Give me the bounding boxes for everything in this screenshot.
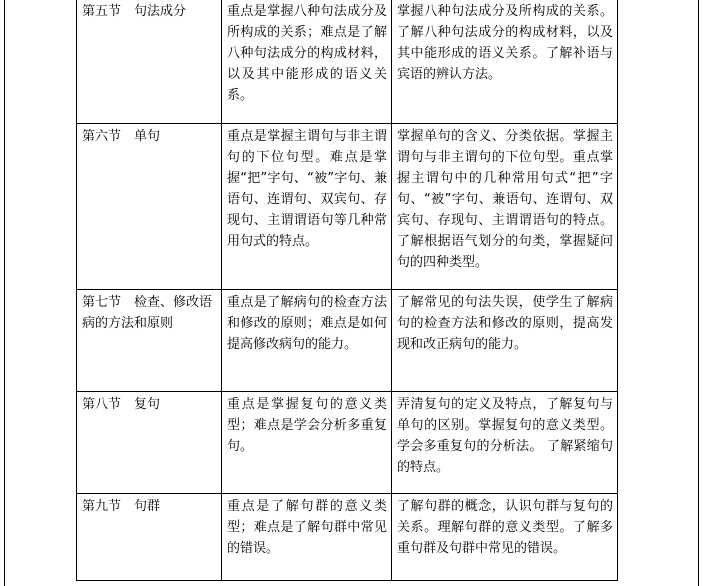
- goal-cell: 掌握八种句法成分及所构成的关系。了解八种句法成分的构成材料，以及其中能形成的语义关系。了解补语与宾语的辨认方法。: [392, 0, 618, 124]
- goal-cell: 掌握单句的含义、分类依据。掌握主谓句与非主谓句的下位句型。重点掌握主谓句中的几种常用句式“把”字句、“被”字句、兼语句、连谓句、双宾句、存现句、主谓谓语句的特点。了解根据语气划分的句类，掌握疑问句的四种类型。: [392, 124, 618, 290]
- focus-cell: 重点是掌握复句的意义类型；难点是学会分析多重复句。: [222, 392, 392, 494]
- table-row: [77, 0, 618, 124]
- table-row: [77, 494, 618, 581]
- section-cell: 第九节 句群: [77, 494, 222, 581]
- section-cell: 第七节 检查、修改语病的方法和原则: [77, 290, 222, 392]
- goal-cell: 了解常见的句法失误，使学生了解病句的检查方法和修改的原则，提高发现和改正病句的能力。: [392, 290, 618, 392]
- syllabus-table: [76, 0, 618, 581]
- section-cell: 第六节 单句: [77, 124, 222, 290]
- section-cell: 第五节 句法成分: [77, 0, 222, 124]
- focus-cell: 重点是掌握主谓句与非主谓句的下位句型。难点是掌握“把”字句、“被”字句、兼语句、连谓句、双宾句、存现句、主谓谓语句等几种常用句式的特点。: [222, 124, 392, 290]
- page-border-left: [4, 0, 5, 586]
- goal-cell: 弄清复句的定义及特点，了解复句与单句的区别。掌握复句的意义类型。学会多重复句的分析法。 了解紧缩句的特点。: [392, 392, 618, 494]
- table-row: [77, 290, 618, 392]
- table-row: [77, 124, 618, 290]
- focus-cell: 重点是掌握八种句法成分及所构成的关系；难点是了解八种句法成分的构成材料，以及其中能形成的语义关系。: [222, 0, 392, 124]
- section-cell: 第八节 复句: [77, 392, 222, 494]
- table-row: [77, 392, 618, 494]
- page-border-right: [698, 0, 699, 586]
- goal-cell: 了解句群的概念，认识句群与复句的关系。理解句群的意义类型。了解多重句群及句群中常见的错误。: [392, 494, 618, 581]
- focus-cell: 重点是了解病句的检查方法和修改的原则；难点是如何提高修改病句的能力。: [222, 290, 392, 392]
- focus-cell: 重点是了解句群的意义类型；难点是了解句群中常见的错误。: [222, 494, 392, 581]
